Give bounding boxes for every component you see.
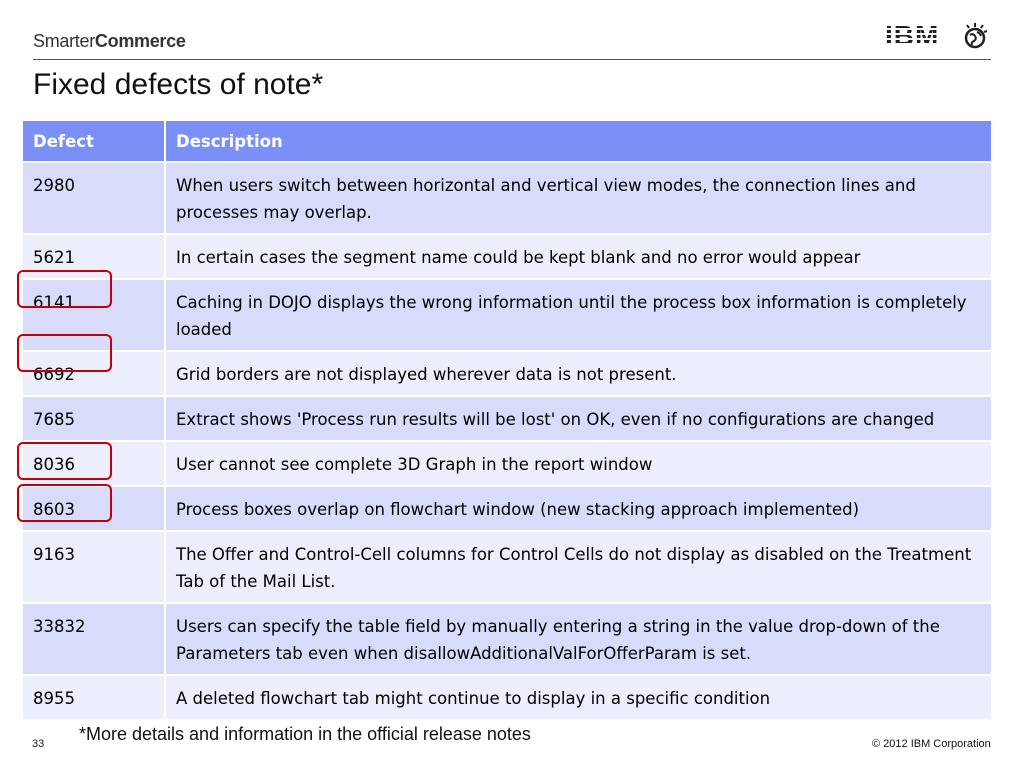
table-row: [22, 279, 992, 351]
defect-id: 6141: [22, 279, 165, 351]
table-row: [22, 441, 992, 486]
defect-description: Users can specify the table field by manually entering a string in the value drop-down of the Parameters tab even when disallowAdditionalValForOfferParam is set.: [165, 603, 992, 675]
defect-highlight-8036: [17, 442, 112, 480]
table-row: [22, 351, 992, 396]
header-divider: [33, 59, 991, 60]
table-row: [22, 162, 992, 234]
defect-description: The Offer and Control-Cell columns for Control Cells do not display as disabled on the Treatment Tab of the Mail List.: [165, 531, 992, 603]
column-header-description: Description: [165, 120, 992, 162]
ibm-logo-text: IBM: [885, 20, 940, 51]
brand-light-text: Smarter: [33, 31, 95, 51]
table-row: [22, 396, 992, 441]
table-row: [22, 603, 992, 675]
brand-bold-text: Commerce: [94, 31, 186, 51]
defect-id: 8955: [22, 675, 165, 720]
table-header-row: [22, 120, 992, 162]
defect-description: In certain cases the segment name could be kept blank and no error would appear: [165, 234, 992, 279]
globe-icon: [961, 22, 989, 50]
ibm-logo: [885, 20, 993, 54]
copyright: © 2012 IBM Corporation: [872, 738, 991, 750]
defect-description: When users switch between horizontal and vertical view modes, the connection lines and processes may overlap.: [165, 162, 992, 234]
defect-description: Extract shows 'Process run results will be lost' on OK, even if no configurations are changed: [165, 396, 992, 441]
defect-description: Grid borders are not displayed wherever data is not present.: [165, 351, 992, 396]
defect-highlight-6692: [17, 334, 112, 372]
defect-description: A deleted flowchart tab might continue to display in a specific condition: [165, 675, 992, 720]
table-row: [22, 486, 992, 531]
footnote: *More details and information in the official release notes: [79, 724, 531, 744]
smartercommerce-logo: [33, 31, 186, 52]
column-header-defect: Defect: [22, 120, 165, 162]
defect-id: 7685: [22, 396, 165, 441]
table-row: [22, 531, 992, 603]
defect-highlight-8603: [17, 484, 112, 522]
table-row: [22, 675, 992, 720]
table-row: [22, 234, 992, 279]
defect-id: 8036: [22, 441, 165, 486]
defect-id: 6692: [22, 351, 165, 396]
page-number: 33: [32, 738, 45, 750]
defect-highlight-6141: [17, 270, 112, 308]
page-title: Fixed defects of note*: [33, 68, 324, 101]
defect-id: 2980: [22, 162, 165, 234]
defect-id: 33832: [22, 603, 165, 675]
defect-description: Process boxes overlap on flowchart window (new stacking approach implemented): [165, 486, 992, 531]
defect-id: 5621: [22, 234, 165, 279]
defect-description: Caching in DOJO displays the wrong information until the process box information is completely loaded: [165, 279, 992, 351]
defect-description: User cannot see complete 3D Graph in the report window: [165, 441, 992, 486]
defect-id: 8603: [22, 486, 165, 531]
defects-table: [21, 119, 993, 721]
defect-id: 9163: [22, 531, 165, 603]
